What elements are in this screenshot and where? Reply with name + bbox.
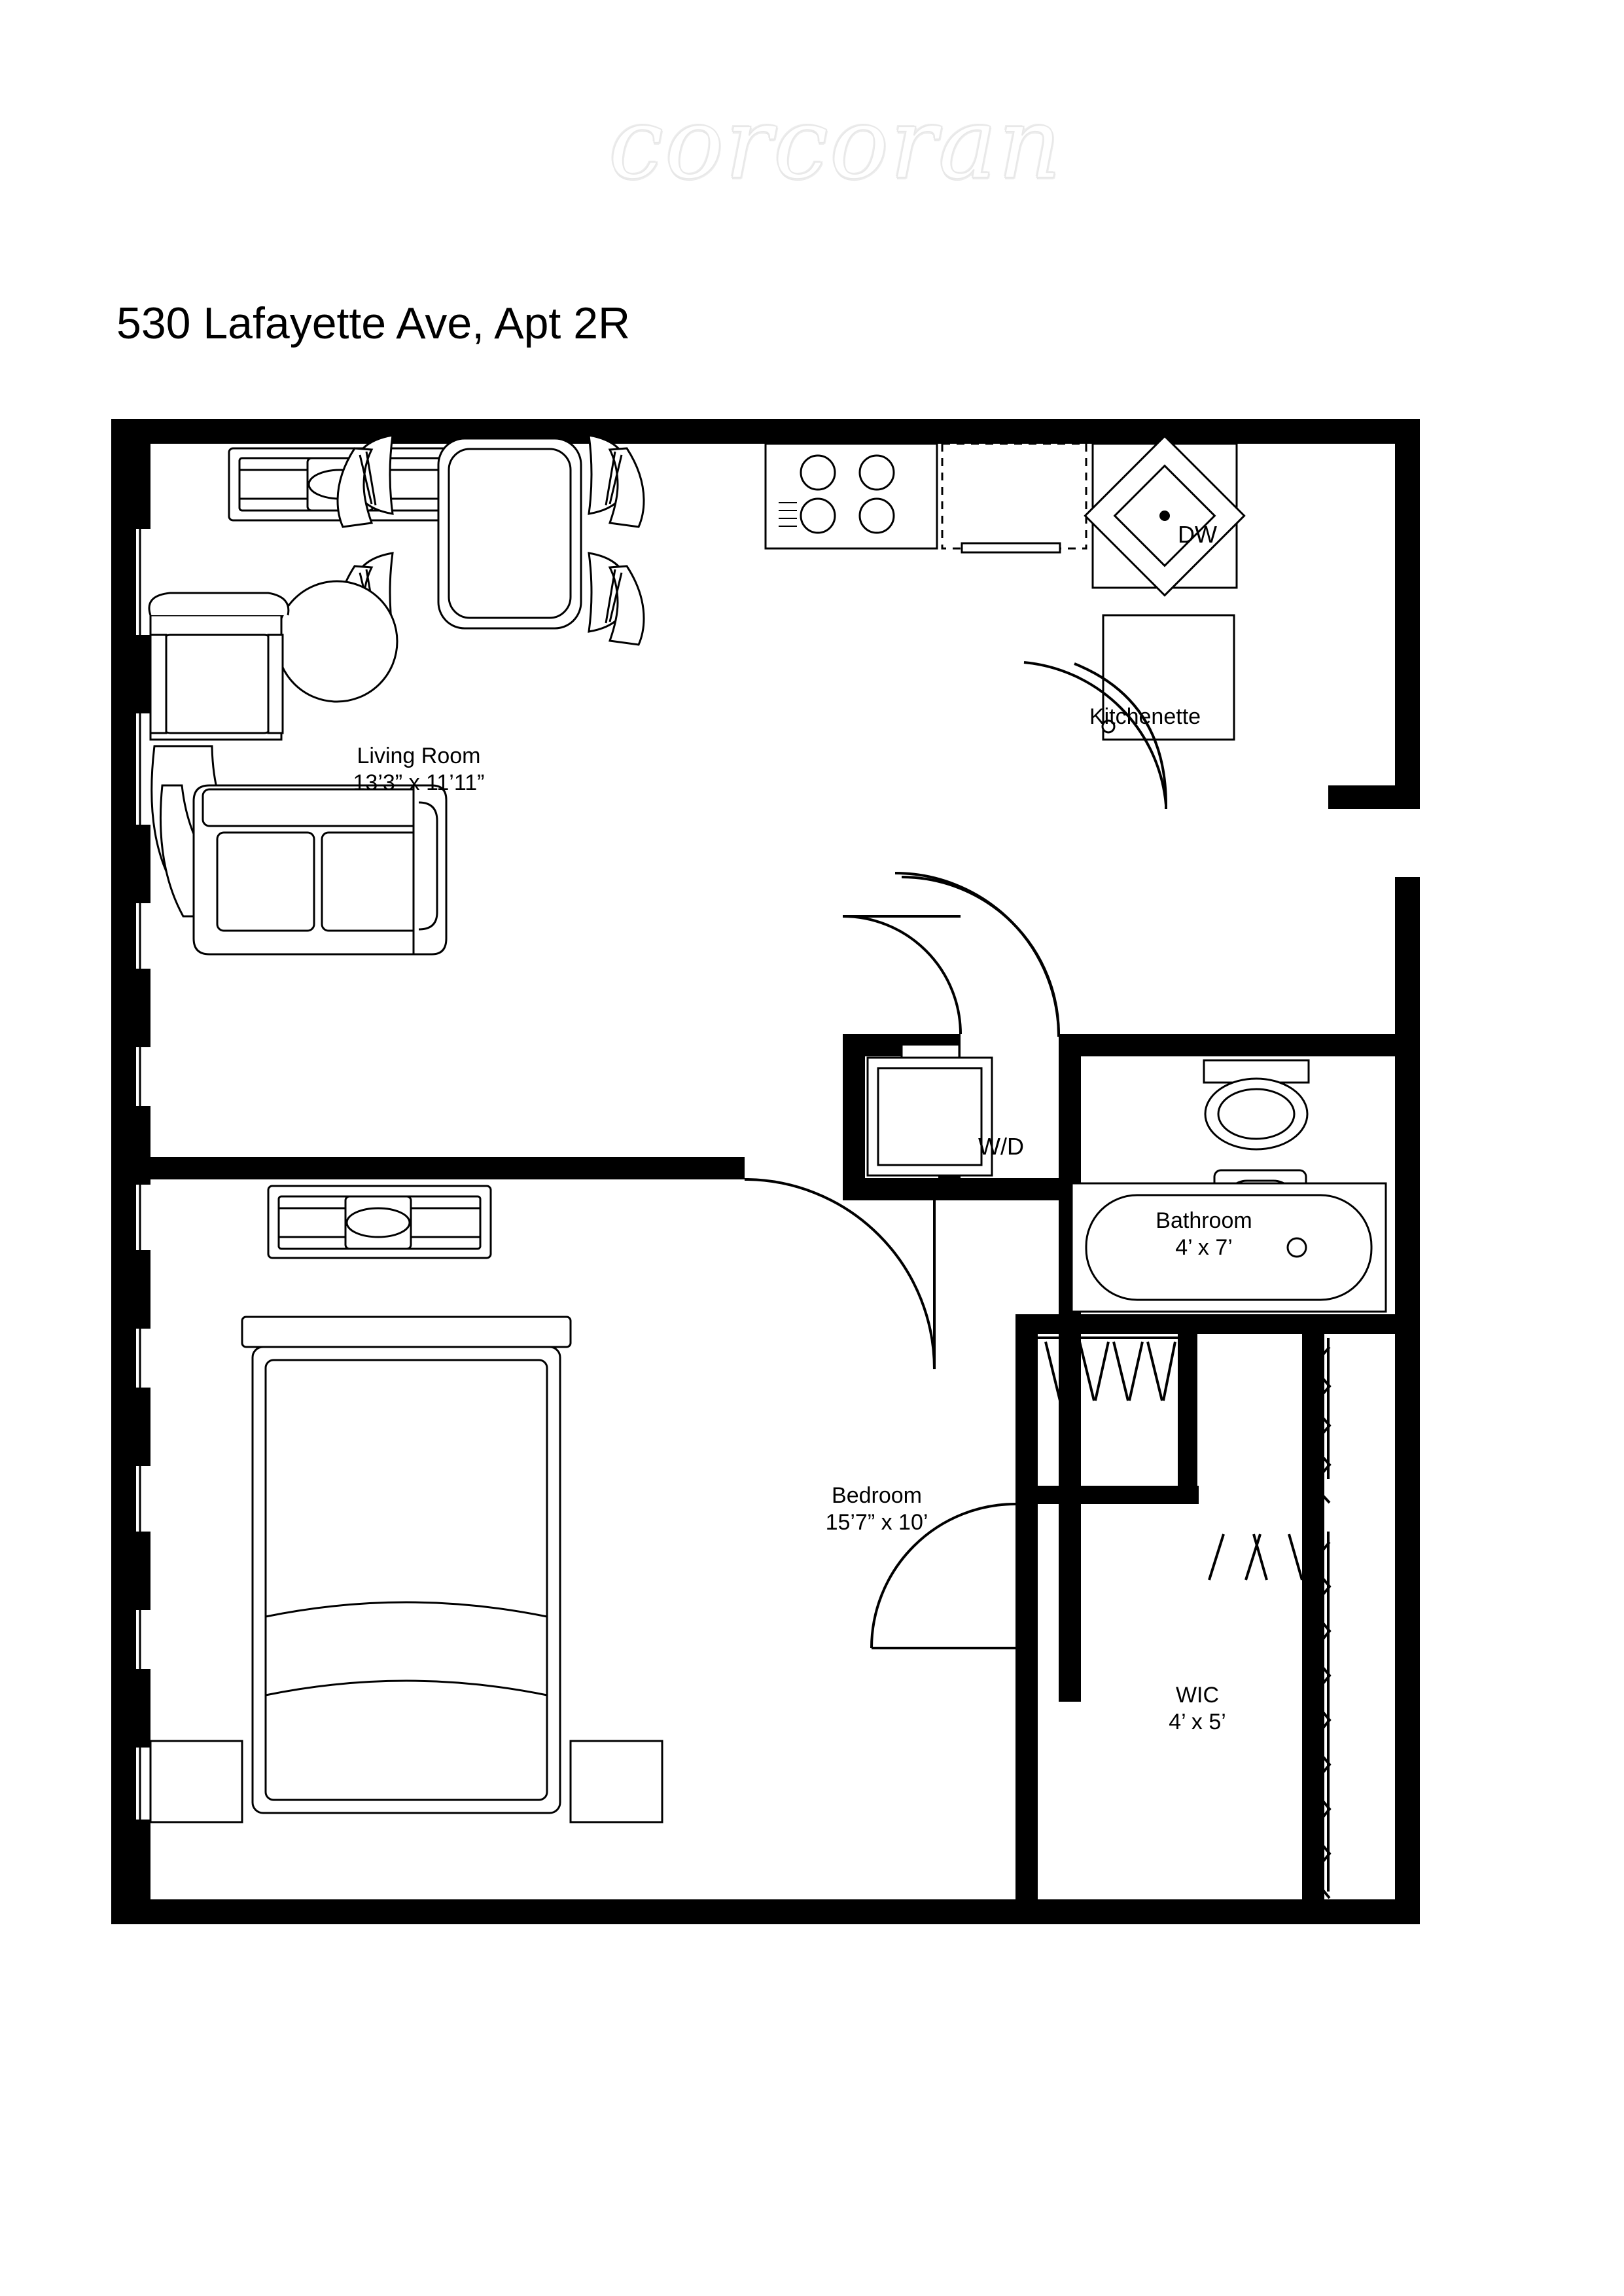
wic-dimensions: 4’ x 5’ [1169, 1710, 1226, 1735]
label-kitchenette [1014, 704, 1276, 730]
label-living-room [281, 743, 556, 797]
kitchenette-name: Kitchenette [1089, 704, 1201, 729]
label-wic [1112, 1682, 1282, 1736]
living-room-dimensions: 13’3” x 11’11” [353, 770, 485, 796]
corcoran-watermark: corcoran [609, 87, 1063, 201]
label-bedroom [739, 1482, 1014, 1537]
bathroom-name: Bathroom [1156, 1208, 1252, 1233]
left-wall-windows [111, 444, 150, 1924]
bedroom-name: Bedroom [832, 1483, 922, 1508]
floor-plan-svg [111, 419, 1511, 1924]
label-washer-dryer: W/D [978, 1133, 1024, 1160]
floor-plan [111, 419, 1511, 1928]
label-dishwasher: DW [1178, 521, 1217, 548]
page-title: 530 Lafayette Ave, Apt 2R [116, 298, 631, 348]
bathroom-dimensions: 4’ x 7’ [1175, 1235, 1233, 1261]
living-room-name: Living Room [357, 744, 481, 768]
bedroom-dimensions: 15’7” x 10’ [825, 1510, 928, 1535]
wic-name: WIC [1175, 1683, 1220, 1708]
label-bathroom [1099, 1208, 1309, 1262]
